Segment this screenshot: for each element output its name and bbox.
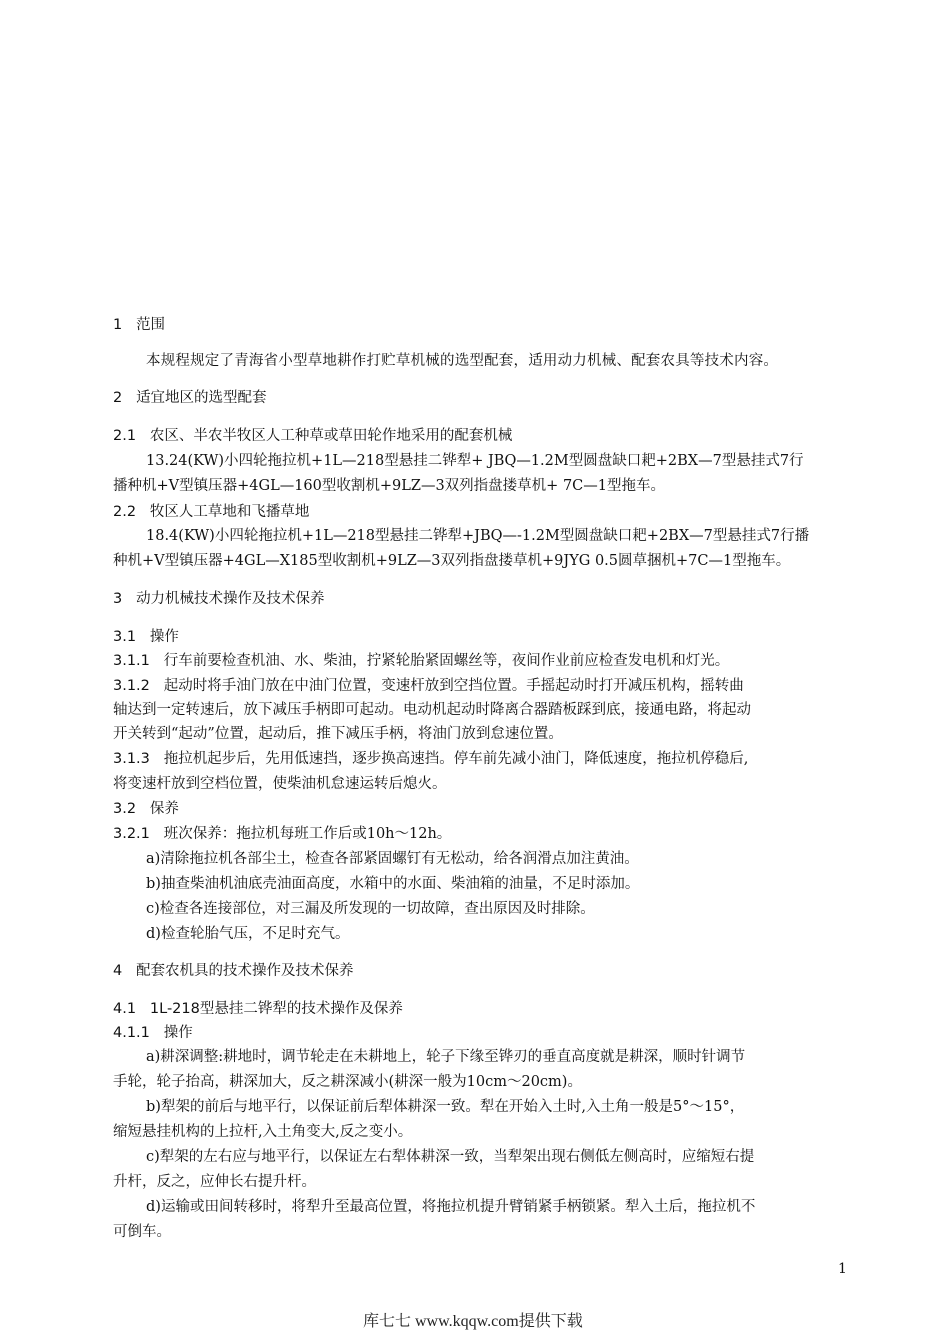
paragraph-c-line1: c)犁架的左右应与地平行，以保证左右犁体耕深一致，当犁架出现右侧低左侧高时，应缩短右提 <box>146 1149 755 1165</box>
paragraph-2-1-line2: 播种机+V型镇压器+4GL—160型收割机+9LZ—3双列指盘搂草机+ 7C—1型拖车。 <box>113 478 665 494</box>
paragraph-d-line1: d)运输或田间转移时，将犁升至最高位置，将拖拉机提升臂销紧手柄锁紧。犁入土后，拖拉机不 <box>146 1199 756 1215</box>
clause-3-1-3-line2: 将变速杆放到空档位置，使柴油机怠速运转后熄火。 <box>113 776 447 792</box>
clause-3-2-1: 3.2.1 班次保养：拖拉机每班工作后或10h～12h。 <box>113 826 452 842</box>
clause-3-1-2-line1: 3.1.2 起动时将手油门放在中油门位置，变速杆放到空挡位置。手摇起动时打开减压机构，摇转曲 <box>113 678 744 694</box>
paragraph-2-2-line1: 18.4(KW)小四轮拖拉机+1L—218型悬挂二铧犁+JBQ—-1.2M型圆盘缺口耙+2BX—7型悬挂式7行播 <box>146 528 810 544</box>
section-heading-2: 2 适宜地区的选型配套 <box>113 390 267 406</box>
paragraph-b-line2: 缩短悬挂机构的上拉杆,入土角变大,反之变小。 <box>113 1124 413 1140</box>
section-heading-4: 4 配套农机具的技术操作及技术保养 <box>113 963 354 979</box>
section-heading-3-1: 3.1 操作 <box>113 629 179 645</box>
clause-3-1-2-line3: 开关转到“起动”位置，起动后，推下减压手柄，将油门放到怠速位置。 <box>113 726 563 742</box>
section-heading-1: 1 范围 <box>113 317 166 333</box>
section-heading-2-2: 2.2 牧区人工草地和飞播草地 <box>113 504 310 520</box>
paragraph-scope: 本规程规定了青海省小型草地耕作打贮草机械的选型配套，适用动力机械、配套农具等技术内容。 <box>146 353 779 369</box>
clause-3-1-3-line1: 3.1.3 拖拉机起步后，先用低速挡，逐步换高速挡。停车前先减小油门，降低速度，拖拉机停稳后, <box>113 751 749 767</box>
paragraph-a-line1: a)耕深调整:耕地时，调节轮走在未耕地上，轮子下缘至铧刃的垂直高度就是耕深，顺时针调节 <box>146 1049 746 1065</box>
section-heading-2-1: 2.1 农区、半农半牧区人工种草或草田轮作地采用的配套机械 <box>113 428 513 444</box>
paragraph-a-line2: 手轮，轮子抬高，耕深加大，反之耕深减小(耕深一般为10cm～20cm)。 <box>113 1074 582 1090</box>
section-heading-4-1-1: 4.1.1 操作 <box>113 1025 193 1041</box>
list-item: c)检查各连接部位，对三漏及所发现的一切故障，查出原因及时排除。 <box>146 901 595 917</box>
paragraph-d-line2: 可倒车。 <box>113 1224 171 1240</box>
page-number: 1 <box>838 1261 847 1277</box>
clause-3-1-1: 3.1.1 行车前要检查机油、水、柴油，拧紧轮胎紧固螺丝等，夜间作业前应检查发电机和灯光。 <box>113 653 730 669</box>
footer-download-note: 库七七 www.kqqw.com提供下载 <box>363 1313 583 1330</box>
paragraph-c-line2: 升杆，反之，应伸长右提升杆。 <box>113 1174 316 1190</box>
paragraph-2-2-line2: 种机+V型镇压器+4GL—X185型收割机+9LZ—3双列指盘搂草机+9JYG 0.5圆草捆机+7C—1型拖车。 <box>113 553 791 569</box>
section-heading-4-1: 4.1 1L-218型悬挂二铧犁的技术操作及保养 <box>113 1001 403 1017</box>
list-item: d)检查轮胎气压，不足时充气。 <box>146 926 350 942</box>
list-item: a)清除拖拉机各部尘土，检查各部紧固螺钉有无松动，给各润滑点加注黄油。 <box>146 851 639 867</box>
clause-3-1-2-line2: 轴达到一定转速后，放下减压手柄即可起动。电动机起动时降离合器踏板踩到底，接通电路，将起动 <box>113 702 751 718</box>
list-item: b)抽查柴油机油底壳油面高度，水箱中的水面、柴油箱的油量，不足时添加。 <box>146 876 640 892</box>
paragraph-b-line1: b)犁架的前后与地平行，以保证前后犁体耕深一致。犁在开始入土时,入土角一般是5°～15°， <box>146 1099 745 1115</box>
section-heading-3-2: 3.2 保养 <box>113 801 179 817</box>
paragraph-2-1-line1: 13.24(KW)小四轮拖拉机+1L—218型悬挂二铧犁+ JBQ—1.2M型圆盘缺口耙+2BX—7型悬挂式7行 <box>146 453 804 469</box>
section-heading-3: 3 动力机械技术操作及技术保养 <box>113 591 325 607</box>
